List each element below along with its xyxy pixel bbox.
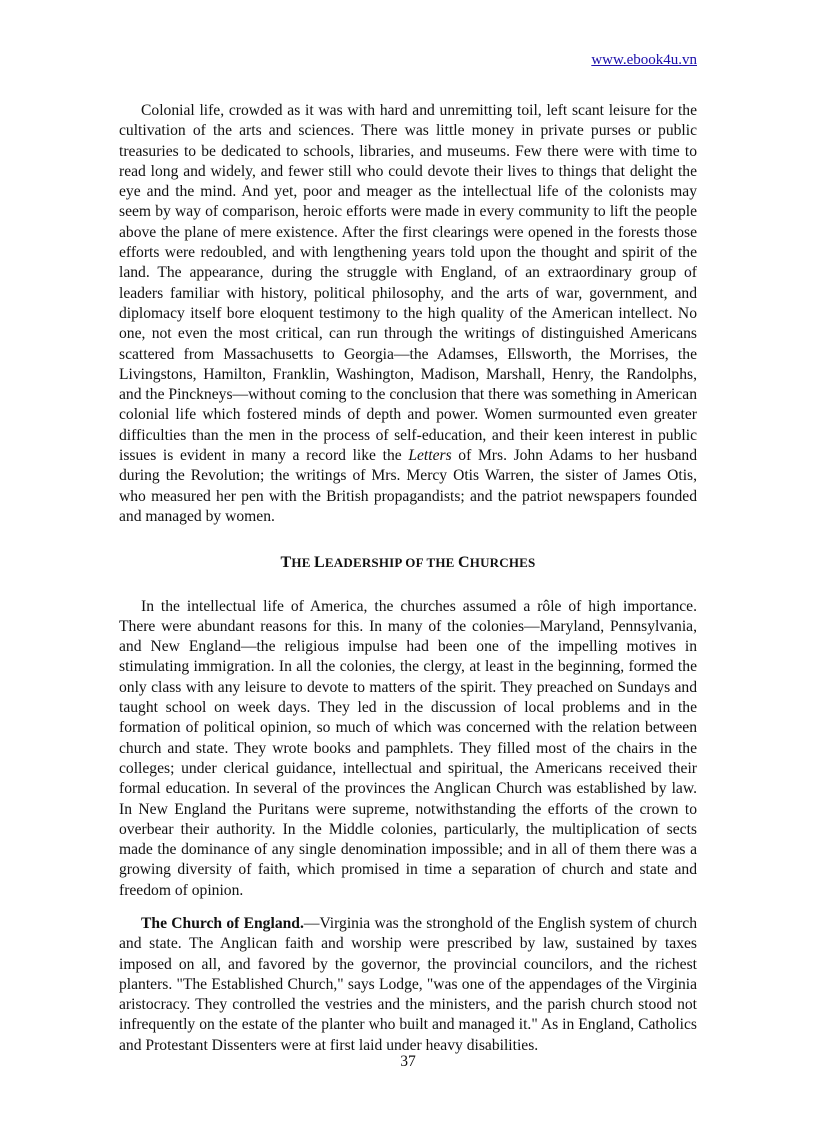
header-website-link[interactable]: www.ebook4u.vn (591, 52, 697, 68)
subheading-church-of-england: The Church of England. (141, 914, 304, 932)
paragraph-text: —Virginia was the stronghold of the English system of church and state. The Anglican faith and worship were prescribed by law, sustained by taxes imposed on all, and favored by the governor, the provincial councilors, and the richest planters. "The Established Church," says Lodge, "was one of the appendages of the Virginia aristocracy. They controlled the vestries and the ministers, and the parish church stood not infrequently on the estate of the planter who built and managed it." As in England, Catholics and Protestant Dissenters were at first laid under heavy disabilities. (119, 914, 697, 1054)
paragraph-church-of-england (119, 914, 697, 1056)
paragraph-churches-role: In the intellectual life of America, the churches assumed a rôle of high importance. There were abundant reasons for this. In many of the colonies—Maryland, Pennsylvania, and New England—the religious impulse had been one of the impelling motives in stimulating immigration. In all the colonies, the clergy, at least in the beginning, formed the only class with any leisure to devote to matters of the spirit. They preached on Sundays and taught school on week days. They led in the discussion of local problems and in the formation of political opinion, so much of which was concerned with the relation between church and state. They wrote books and pamphlets. They filled most of the chairs in the colleges; under clerical guidance, intellectual and spiritual, the Americans received their formal education. In several of the provinces the Anglican Church was established by law. In New England the Puritans were supreme, notwithstanding the efforts of the crown to overbear their authority. In the Middle colonies, particularly, the multiplication of sects made the dominance of any single denomination impossible; and in all of them there was a growing diversity of faith, which promised in time a separation of church and state and freedom of opinion. (119, 597, 697, 899)
italic-title-letters: Letters (408, 447, 452, 465)
page-content (119, 101, 697, 1056)
section-heading: THE LEADERSHIP OF THE CHURCHES (280, 554, 536, 572)
paragraph-text: Colonial life, crowded as it was with hard and unremitting toil, left scant leisure for the cultivation of the arts and sciences. There was little money in private purses or public treasuries to be dedicated to schools, libraries, and museums. Few there were with time to read long and widely, and fewer still who could devote their lives to things that delight the eye and the mind. And yet, poor and meager as the intellectual life of the colonists may seem by way of comparison, heroic efforts were made in every community to lift the people above the plane of mere existence. After the first clearings were opened in the forests those efforts were redoubled, and with lengthening years told upon the thought and spirit of the land. The appearance, during the struggle with England, of an extraordinary group of leaders familiar with history, political philosophy, and the arts of war, government, and diplomacy itself bore eloquent testimony to the high quality of the American intellect. No one, not even the most critical, can run through the writings of distinguished Americans scattered from Massachusetts to Georgia—the Adamses, Ellsworth, the Morrises, the Livingstons, Hamilton, Franklin, Washington, Madison, Marshall, Henry, the Randolphs, and the Pinckneys—without coming to the conclusion that there was something in American colonial life which fostered minds of depth and power. Women surmounted even greater difficulties than the men in the process of self-education, and their keen interest in public issues is evident in many a record like the (119, 102, 697, 465)
paragraph-text: of Mrs. John Adams to her husband during the Revolution; the writings of Mrs. Mercy Otis Warren, the sister of James Otis, who measured her pen with the British propagandists; and the patriot newspapers founded and managed by women. (119, 447, 697, 525)
paragraph-colonial-life (119, 101, 697, 527)
page-number: 37 (400, 1053, 416, 1070)
